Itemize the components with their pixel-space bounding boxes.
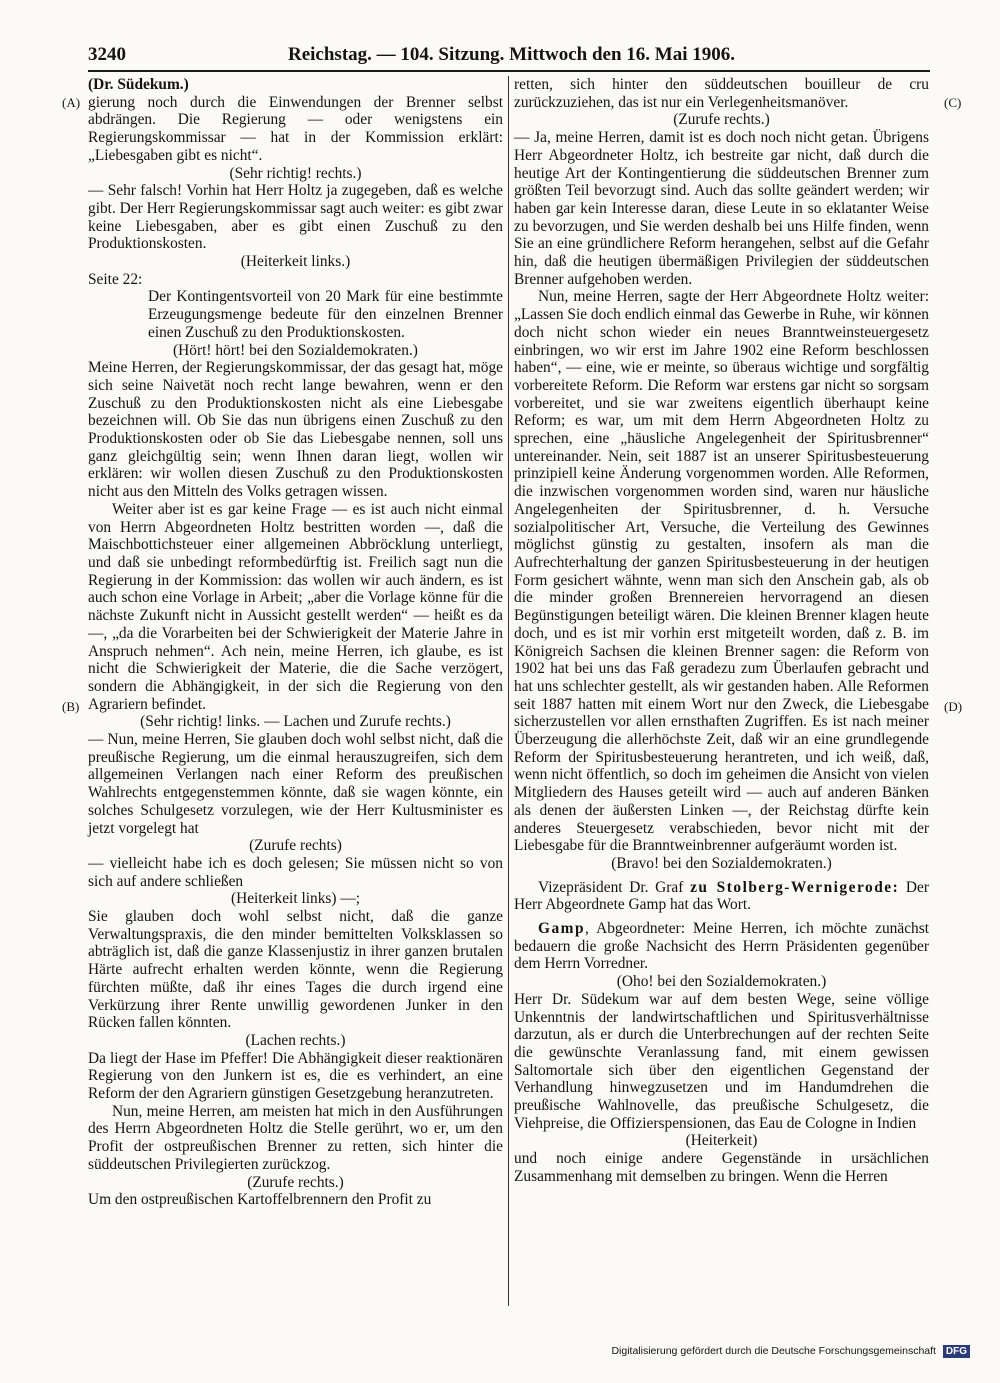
paragraph: Herr Dr. Südekum war auf dem besten Wege, seine völlige Unkenntnis der landwirtschaftlichen und Spiritusverhältnisse darzutun, als er durch die Unterbrechungen auf der rechten Seite die gewünschte Veranlassung fand, mit einem gewissen Saltomortale sich über den eigentlichen Gegenstand der Verhandlung hinwegzusetzen und im Handumdrehen die preußische Wahlnovelle, das preußische Schulgesetz, die Viehpreise, die Offizierspensionen, das Eau de Cologne in Indien: [514, 990, 929, 1132]
interjection: (Heiterkeit links.): [240, 253, 351, 271]
speaker-text: , Abgeordneter: Meine Herren, ich möchte zunächst bedauern die große Nachsicht des Herrn Präsidenten gegenüber dem Herrn Vorredner.: [514, 920, 929, 973]
paragraph: — vielleicht habe ich es doch gelesen; Sie müssen nicht so von sich auf andere schließen: [88, 854, 503, 890]
paragraph: Nun, meine Herren, sagte der Herr Abgeordnete Holtz weiter: „Lassen Sie doch endlich einmal das Gewerbe in Ruhe, wir können doch nicht schon wieder ein neues Branntweinsteuergesetz einbringen, wo wir erst im Jahre 1902 eine Reform beschlossen haben“, — eine, wie er meinte, so überaus wichtige und sorgfältig vorbereitete Reform. Die Reform war erstens gar nicht so sorgsam vorbereitet, und sie war zweitens eigentlich überhaupt keine Reform; es war, um mit dem Herrn Abgeordneten Holtz zu sprechen, eine „häusliche Angelegenheit der Spiritusbrenner“ untereinander. Nein, seit 1887 ist an unserer Spiritusbesteuerung prinzipiell keine Änderung vorgenommen worden. Alle Reformen, die inzwischen vorgenommen worden sind, waren nur häusliche Angelegenheiten der Spiritusbrenner, d. h. Versuche sozialpolitischer Art, Versuche, die Verteilung des Gewinnes möglichst günstig zu gestalten, insofern als man die Aufrechterhaltung der ganzen Spiritusbesteuerung in der heutigen Form gesichert wähnte, wenn man sich den Anschein gab, als ob die minder großen Brennereien hervorragend an diesen Begünstigungen beteiligt wären. Die kleinen Brenner klagen heute doch, und es ist mir vorhin erst mitgeteilt worden, daß z. B. im Königreich Sachsen die kleinen Brenner sagen: die Reform von 1902 hat bei uns das Faß geradezu zum Überlaufen gebracht und hat uns schlechter gestellt, als wir gestanden haben. Alle Reformen seit 1887 hatten mit einem Wort nur den Zweck, die Liebesgabe sicherzustellen vor allen ernsthaften Zugriffen. Es ist nach meiner Überzeugung die allerhöchste Zeit, daß wir an eine grundlegende Reform der Spiritusbesteuerung herantreten, und ich weiß, daß, wenn nicht öffentlich, so doch im geheimen die Ansicht von vielen Mitgliedern des Hauses geteilt wird — auch auf anderen Bänken als denen der äußersten Linken —, der Reichstag dürfte kein anderes Steuergesetz verabschieden, bevor nicht mit der Liebesgabe für die Branntweinbrenner aufgeräumt worden ist.: [514, 288, 929, 855]
paragraph: gierung noch durch die Einwendungen der Brenner selbst abdrängen. Die Regierung — oder wenigstens ein Regierungskommissar — hat in der Kommission erklärt: „Liebesgaben gibt es nicht“.: [88, 93, 503, 164]
paragraph: Nun, meine Herren, am meisten hat mich in den Ausführungen des Herrn Abgeordneten Holtz die Stelle gerührt, wo er, um den Profit der ostpreußischen Brenner zu retten, sich hinter die süddeutschen Privilegierten zurückzog.: [88, 1102, 503, 1173]
paragraph: — Ja, meine Herren, damit ist es doch noch nicht getan. Übrigens Herr Abgeordneter Holtz, ich bestreite gar nicht, daß durch die heutige Art der Kontingentierung die süddeutschen Brenner zum größten Teil bevorzugt sind. Auch das sollte geändert werden; wir haben gar kein Interesse daran, diese Leute in so eklatanter Weise zu bevorzugen, und Sie werden deshalb bei uns Hilfe finden, wenn Sie an eine gründlichere Reform herangehen, selbst auf die Gefahr hin, daß die heutigen übermäßigen Privilegien der süddeutschen Brenner aufgehoben werden.: [514, 129, 929, 288]
speaker-paragraph: [514, 920, 929, 973]
paragraph: — Nun, meine Herren, Sie glauben doch wohl selbst nicht, daß die preußische Regierung, um die einmal herauszugreifen, sich dem allgemeinen Verlangen nach einer Reform des preußischen Wahlrechts entgegenstemmen könnte, daß sie wagen könnte, ein solches Schulgesetz vorzulegen, wie der Herr Kultusminister es jetzt vorgelegt hat: [88, 731, 503, 837]
speaker-name: zu Stolberg-Wernigerode:: [690, 878, 900, 896]
speaker-continuation: (Dr. Südekum.): [88, 76, 189, 93]
left-column: [88, 76, 503, 1209]
paragraph: Um den ostpreußischen Kartoffelbrennern den Profit zu: [88, 1191, 432, 1209]
margin-marker-a: (A): [62, 95, 81, 110]
interjection: (Bravo! bei den Sozialdemokraten.): [611, 854, 832, 872]
interjection: (Heiterkeit links) —;: [230, 890, 361, 908]
margin-marker-c: (C): [944, 95, 962, 110]
speaker-text: Der Herr Abgeordnete Gamp hat das Wort.: [514, 878, 929, 914]
running-title: Reichstag. — 104. Sitzung. Mittwoch den 16. Mai 1906.: [288, 44, 736, 65]
running-header: [88, 40, 930, 72]
digitization-credit: [560, 1345, 970, 1367]
speaker-paragraph: [514, 879, 929, 914]
right-column: [514, 76, 929, 1186]
paragraph: Meine Herren, der Regierungskommissar, der das gesagt hat, möge sich seine Naivetät noch recht lange bewahren, wenn er den Zuschuß zu den Produktionskosten nicht als eine Liebesgabe bezeichnen will. Ob Sie das nun übrigens einen Zuschuß zu den Produktionskosten oder ob Sie das Liebesgabe nennen, soll uns ganz gleichgültig sein; wenn Ihnen daran liegt, wollen wir erklären: wir wollen diesen Zuschuß zu den Produktionskosten nicht aus den Mitteln des Volks getragen wissen.: [88, 359, 503, 501]
interjection: (Zurufe rechts): [249, 837, 342, 855]
interjection: (Zurufe rechts.): [673, 111, 770, 129]
interjection: (Hört! hört! bei den Sozialdemokraten.): [173, 341, 418, 359]
column-divider: [508, 76, 509, 1306]
dfg-logo: DFG: [943, 1345, 970, 1358]
paragraph: Da liegt der Hase im Pfeffer! Die Abhängigkeit dieser reaktionären Regierung von den Junkern ist es, die es verhindert, an eine Reform der den Agrariern günstigen Gesetzgebung heranzutreten.: [88, 1049, 503, 1103]
paragraph: und noch einige andere Gegenstände in ursächlichen Zusammenhang mit demselben zu bringen. Wenn die Herren: [514, 1150, 929, 1185]
interjection: (Heiterkeit): [685, 1132, 758, 1150]
paragraph: Sie glauben doch wohl selbst nicht, daß die ganze Verwaltungspraxis, die den minder bemittelten Volksklassen so abträglich ist, daß die ganze Klassenjustiz in ihrer ganzen brutalen Härte aufrecht erhalten werden könnte, wenn die Regierung fürchten müßte, daß ihr eines Tages die durch irgend eine Verkürzung ihrer Rente unwillig gewordenen Junker in den Rücken fallen könnten.: [88, 908, 503, 1032]
speaker-title: Vizepräsident Dr. Graf: [538, 878, 691, 896]
speaker-name: Gamp: [538, 920, 586, 938]
paragraph: retten, sich hinter den süddeutschen bouilleur de cru zurückzuziehen, das ist nur ein Verlegenheitsmanöver.: [514, 76, 929, 111]
interjection: (Oho! bei den Sozialdemokraten.): [616, 973, 827, 991]
interjection: (Sehr richtig! links. — Lachen und Zurufe rechts.): [140, 713, 451, 731]
margin-marker-b: (B): [62, 699, 80, 714]
credit-text: Digitalisierung gefördert durch die Deutsche Forschungsgemeinschaft: [611, 1345, 936, 1357]
margin-marker-d: (D): [944, 699, 963, 714]
interjection: (Zurufe rechts.): [247, 1173, 344, 1191]
paragraph: — Sehr falsch! Vorhin hat Herr Holtz ja zugegeben, daß es welche gibt. Der Herr Regierungskommissar sagt auch weiter: es gibt zwar keine Liebesgaben, aber es gibt einen Zuschuß zu den Produktionskosten.: [88, 182, 503, 253]
page-number: 3240: [88, 44, 126, 65]
interjection: (Sehr richtig! rechts.): [229, 164, 362, 182]
interjection: (Lachen rechts.): [245, 1031, 346, 1049]
paragraph: Seite 22:: [88, 270, 143, 288]
quotation: Der Kontingentsvorteil von 20 Mark für eine bestimmte Erzeugungsmenge bedeute für den einzelnen Brenner einen Zuschuß zu den Produktionskosten.: [148, 288, 503, 341]
paragraph: Weiter aber ist es gar keine Frage — es ist auch nicht einmal von Herrn Abgeordneten Holtz bestritten worden —, daß die Maischbottichsteuer einer allgemeinen Abbröcklung unterliegt, und daß sie unbedingt reformbedürftig ist. Freilich sagt nun die Regierung in der Kommission: das wollen wir auch ändern, es ist auch schon eine Vorlage in Arbeit; „aber die Vorlage könne für die nächste Zukunft nicht in Aussicht gestellt werden“ — heißt es da —, „da die Vorarbeiten bei der Schwierigkeit der Materie Jahre in Anspruch nehmen“. Ach nein, meine Herren, ich glaube, es ist nicht die Schwierigkeit der Materie, die die Sache verzögert, sondern die Abhängigkeit, in der sich die Regierung von den Agrariern befindet.: [88, 500, 503, 713]
